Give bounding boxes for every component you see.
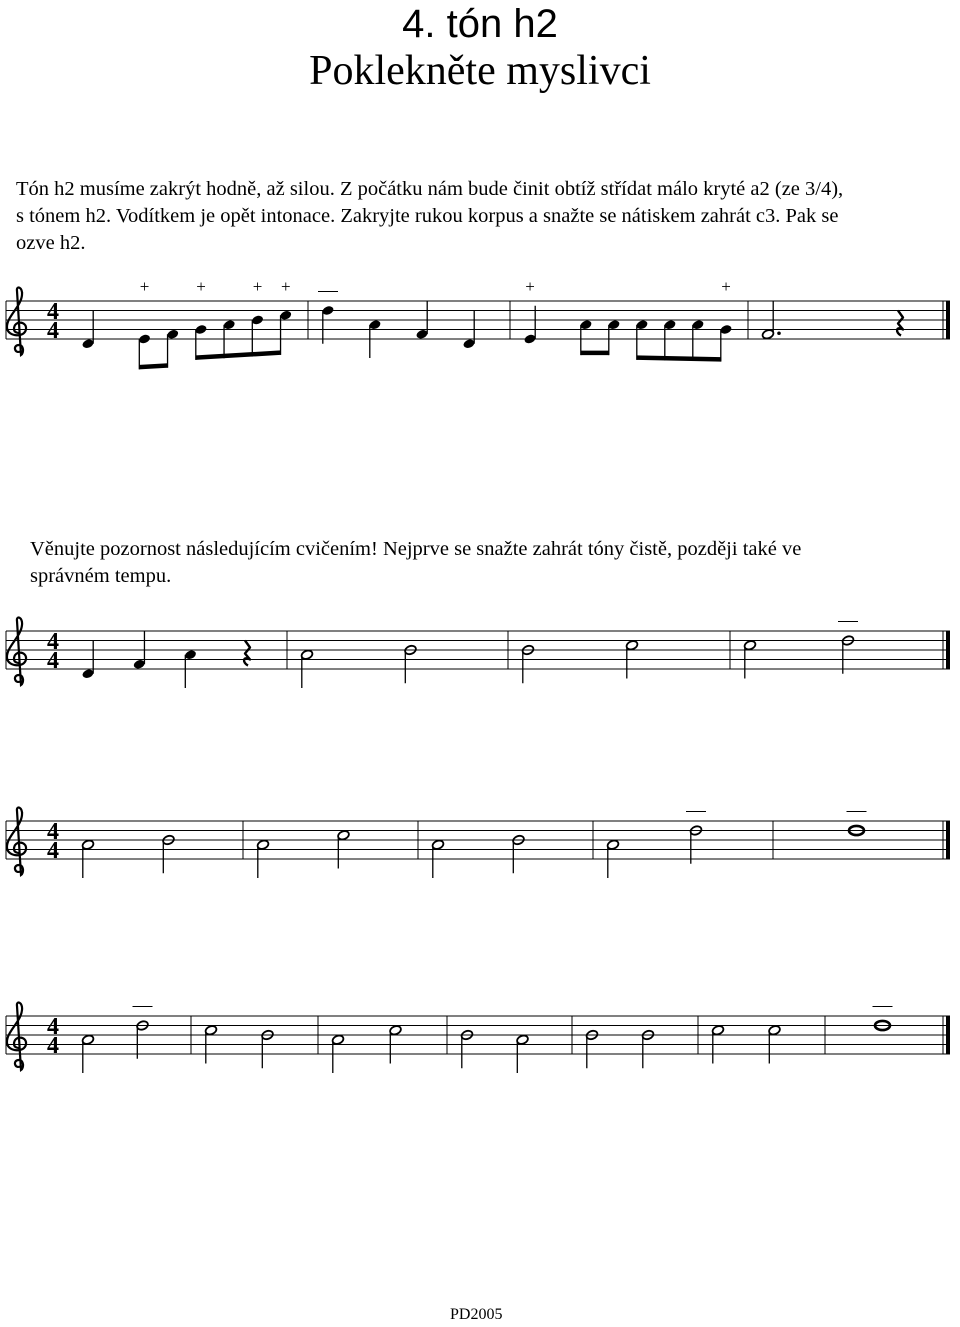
time-signature-bottom: 4 [47,838,59,864]
beam [637,355,721,361]
intro-line-1: Tón h2 musíme zakrýt hodně, až silou. Z počátku nám bude činit obtíž střídat málo kryté a2 (ze 3/4), [16,178,844,200]
intro-line-2: s tónem h2. Vodítkem je opět intonace. Zakryjte rukou korpus a snažte se nátiskem zahrát c3. Pak se [16,205,839,227]
exercise-2-staff [0,790,960,910]
note-c3 [873,1007,893,1031]
final-barline-thick [946,1016,950,1054]
note-c3 [318,292,338,344]
time-signature-bottom: 4 [47,648,59,674]
note-f2 [719,277,732,335]
time-signature-top: 4 [47,299,59,325]
time-signature-top: 4 [47,629,59,655]
beam [581,351,609,356]
page-title: 4. tón h2 [402,2,558,46]
time-signature-top: 4 [47,819,59,845]
cover-marking: + [196,277,206,296]
note-f2 [194,277,207,335]
note-c3 [847,812,867,836]
cover-marking: + [721,277,731,296]
cover-marking: + [525,277,535,296]
treble-clef-icon [7,808,26,875]
exercise-3-staff [0,985,960,1105]
time-signature-top: 4 [47,1014,59,1040]
intro-line-3: ozve h2. [16,232,86,254]
treble-clef-icon [7,1003,26,1070]
treble-clef-icon [7,618,26,685]
final-barline-thick [946,631,950,669]
note-c3 [686,812,706,864]
note-c3 [838,622,858,674]
cover-marking: + [139,277,150,296]
quarter-rest [244,641,250,666]
final-barline-thick [946,301,950,339]
melody-staff [0,270,960,390]
time-signature-bottom: 4 [47,1033,59,1059]
beam [196,350,281,359]
footer-label: PD2005 [450,1306,503,1323]
exercises-intro-line-1: Věnujte pozornost následujícím cvičením! Nejprve se snažte zahrát tóny čistě, později také ve [30,538,802,560]
quarter-rest [897,311,903,336]
time-signature-bottom: 4 [47,318,59,344]
note-c3 [133,1007,153,1059]
treble-clef-icon [7,288,26,355]
page-subtitle: Poklekněte myslivci [309,48,651,94]
cover-marking: + [280,277,291,296]
beam [139,363,167,369]
final-barline-thick [946,821,950,859]
exercises-intro-line-2: správném tempu. [30,565,172,587]
note-h2 [279,277,292,321]
cover-marking: + [252,277,263,296]
exercise-1-staff [0,600,960,720]
